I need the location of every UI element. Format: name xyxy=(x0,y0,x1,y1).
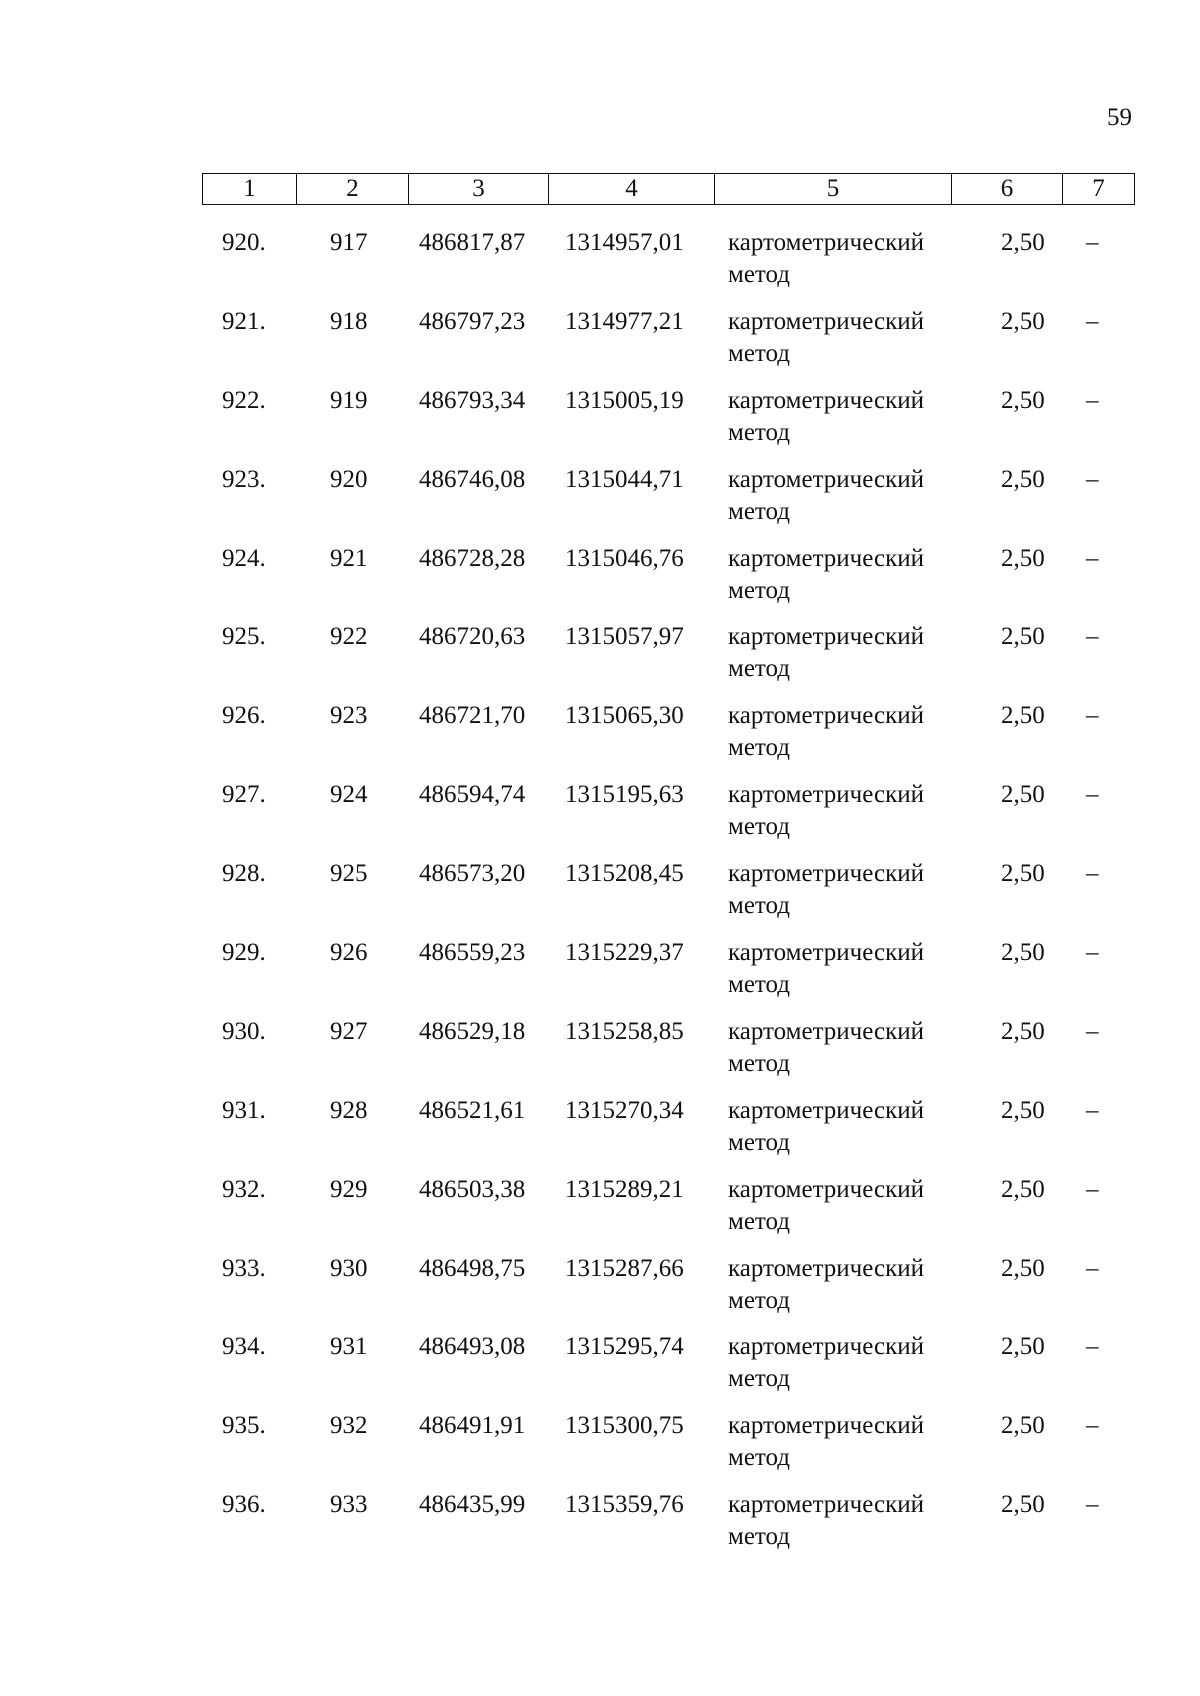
determination-method: картометрический метод xyxy=(728,702,924,762)
accuracy-value: 2,50 xyxy=(1001,1017,1045,1045)
table-row xyxy=(0,858,1200,937)
point-description: – xyxy=(1086,544,1099,572)
header-cell-2: 2 xyxy=(297,174,409,205)
coordinate-x: 486559,23 xyxy=(419,939,526,967)
table-row xyxy=(0,1016,1200,1095)
point-description: – xyxy=(1086,1333,1099,1361)
coordinate-x: 486491,91 xyxy=(419,1412,526,1440)
point-id: 929 xyxy=(330,1175,368,1203)
point-description: – xyxy=(1086,1175,1099,1203)
determination-method: картометрический метод xyxy=(728,1017,924,1077)
coordinate-y: 1315359,76 xyxy=(565,1491,684,1519)
table-row xyxy=(0,779,1200,858)
point-id: 926 xyxy=(330,939,368,967)
coordinate-x: 486503,38 xyxy=(419,1175,526,1203)
determination-method: картометрический метод xyxy=(728,1333,924,1393)
table-row xyxy=(0,621,1200,700)
table-row xyxy=(0,937,1200,1016)
accuracy-value: 2,50 xyxy=(1001,1254,1045,1282)
point-description: – xyxy=(1086,229,1099,256)
determination-method: картометрический метод xyxy=(728,1412,924,1472)
point-id: 921 xyxy=(330,544,368,572)
table-row xyxy=(0,1410,1200,1489)
row-number: 924. xyxy=(222,544,266,572)
row-number: 931. xyxy=(222,1096,266,1124)
row-number: 934. xyxy=(222,1333,266,1361)
row-number: 920. xyxy=(222,229,266,256)
point-id: 933 xyxy=(330,1491,368,1519)
determination-method: картометрический метод xyxy=(728,939,924,999)
row-number: 932. xyxy=(222,1175,266,1203)
accuracy-value: 2,50 xyxy=(1001,1491,1045,1519)
determination-method: картометрический метод xyxy=(728,465,924,525)
determination-method: картометрический метод xyxy=(728,544,924,604)
point-id: 932 xyxy=(330,1412,368,1440)
row-number: 922. xyxy=(222,386,266,414)
coordinate-x: 486493,08 xyxy=(419,1333,526,1361)
table-row xyxy=(0,227,1200,306)
determination-method: картометрический метод xyxy=(728,307,924,367)
coordinate-x: 486817,87 xyxy=(419,229,526,256)
table-row xyxy=(0,464,1200,543)
header-row xyxy=(203,174,1135,205)
coordinate-y: 1315300,75 xyxy=(565,1412,684,1440)
coordinate-y: 1315057,97 xyxy=(565,623,684,651)
coordinate-y: 1315258,85 xyxy=(565,1017,684,1045)
point-id: 928 xyxy=(330,1096,368,1124)
determination-method: картометрический метод xyxy=(728,229,924,288)
coordinate-x: 486721,70 xyxy=(419,702,526,730)
accuracy-value: 2,50 xyxy=(1001,860,1045,888)
accuracy-value: 2,50 xyxy=(1001,465,1045,493)
coordinate-x: 486573,20 xyxy=(419,860,526,888)
determination-method: картометрический метод xyxy=(728,1491,924,1551)
determination-method: картометрический метод xyxy=(728,386,924,446)
accuracy-value: 2,50 xyxy=(1001,1412,1045,1440)
accuracy-value: 2,50 xyxy=(1001,702,1045,730)
table-row xyxy=(0,1174,1200,1253)
accuracy-value: 2,50 xyxy=(1001,229,1045,256)
determination-method: картометрический метод xyxy=(728,860,924,920)
point-id: 920 xyxy=(330,465,368,493)
coordinate-x: 486521,61 xyxy=(419,1096,526,1124)
row-number: 933. xyxy=(222,1254,266,1282)
table-row xyxy=(0,1253,1200,1332)
table-row xyxy=(0,1095,1200,1174)
row-number: 921. xyxy=(222,307,266,335)
coordinate-y: 1315270,34 xyxy=(565,1096,684,1124)
point-description: – xyxy=(1086,1017,1099,1045)
point-id: 917 xyxy=(330,229,368,256)
row-number: 923. xyxy=(222,465,266,493)
point-id: 922 xyxy=(330,623,368,651)
coordinate-x: 486728,28 xyxy=(419,544,526,572)
row-number: 927. xyxy=(222,781,266,809)
accuracy-value: 2,50 xyxy=(1001,623,1045,651)
point-id: 919 xyxy=(330,386,368,414)
coordinate-y: 1315229,37 xyxy=(565,939,684,967)
determination-method: картометрический метод xyxy=(728,781,924,841)
coordinate-x: 486746,08 xyxy=(419,465,526,493)
point-description: – xyxy=(1086,307,1099,335)
point-description: – xyxy=(1086,860,1099,888)
determination-method: картометрический метод xyxy=(728,623,924,683)
coordinate-x: 486720,63 xyxy=(419,623,526,651)
point-id: 925 xyxy=(330,860,368,888)
coordinate-y: 1314957,01 xyxy=(565,229,684,256)
point-id: 923 xyxy=(330,702,368,730)
page-number: 59 xyxy=(1107,104,1132,131)
header-cell-7: 7 xyxy=(1063,174,1135,205)
point-description: – xyxy=(1086,386,1099,414)
coordinate-y: 1315005,19 xyxy=(565,386,684,414)
table-row xyxy=(0,700,1200,779)
row-number: 929. xyxy=(222,939,266,967)
row-number: 935. xyxy=(222,1412,266,1440)
coordinate-y: 1315289,21 xyxy=(565,1175,684,1203)
coordinate-x: 486435,99 xyxy=(419,1491,526,1519)
coordinate-table-body xyxy=(0,227,1200,1568)
row-number: 930. xyxy=(222,1017,266,1045)
point-description: – xyxy=(1086,1412,1099,1440)
coordinate-y: 1315046,76 xyxy=(565,544,684,572)
row-number: 926. xyxy=(222,702,266,730)
point-description: – xyxy=(1086,939,1099,967)
coordinate-y: 1315195,63 xyxy=(565,781,684,809)
coordinate-x: 486498,75 xyxy=(419,1254,526,1282)
accuracy-value: 2,50 xyxy=(1001,1333,1045,1361)
determination-method: картометрический метод xyxy=(728,1175,924,1235)
point-id: 930 xyxy=(330,1254,368,1282)
table-row xyxy=(0,385,1200,464)
table-row xyxy=(0,1331,1200,1410)
determination-method: картометрический метод xyxy=(728,1096,924,1156)
accuracy-value: 2,50 xyxy=(1001,544,1045,572)
table-row xyxy=(0,1489,1200,1568)
coordinate-y: 1315295,74 xyxy=(565,1333,684,1361)
column-number-header xyxy=(202,173,1135,205)
point-id: 918 xyxy=(330,307,368,335)
accuracy-value: 2,50 xyxy=(1001,307,1045,335)
accuracy-value: 2,50 xyxy=(1001,939,1045,967)
accuracy-value: 2,50 xyxy=(1001,386,1045,414)
coordinate-x: 486797,23 xyxy=(419,307,526,335)
point-description: – xyxy=(1086,1491,1099,1519)
header-cell-1: 1 xyxy=(203,174,297,205)
header-cell-3: 3 xyxy=(409,174,549,205)
accuracy-value: 2,50 xyxy=(1001,1096,1045,1124)
point-description: – xyxy=(1086,781,1099,809)
header-cell-5: 5 xyxy=(715,174,952,205)
point-description: – xyxy=(1086,465,1099,493)
accuracy-value: 2,50 xyxy=(1001,1175,1045,1203)
coordinate-y: 1314977,21 xyxy=(565,307,684,335)
point-id: 927 xyxy=(330,1017,368,1045)
point-id: 931 xyxy=(330,1333,368,1361)
row-number: 925. xyxy=(222,623,266,651)
point-id: 924 xyxy=(330,781,368,809)
determination-method: картометрический метод xyxy=(728,1254,924,1314)
header-cell-4: 4 xyxy=(549,174,715,205)
table-row xyxy=(0,543,1200,622)
point-description: – xyxy=(1086,1096,1099,1124)
point-description: – xyxy=(1086,623,1099,651)
coordinate-y: 1315287,66 xyxy=(565,1254,684,1282)
coordinate-y: 1315065,30 xyxy=(565,702,684,730)
header-cell-6: 6 xyxy=(952,174,1063,205)
coordinate-x: 486594,74 xyxy=(419,781,526,809)
row-number: 928. xyxy=(222,860,266,888)
row-number: 936. xyxy=(222,1491,266,1519)
table-row xyxy=(0,306,1200,385)
point-description: – xyxy=(1086,702,1099,730)
coordinate-x: 486793,34 xyxy=(419,386,526,414)
coordinate-y: 1315208,45 xyxy=(565,860,684,888)
coordinate-y: 1315044,71 xyxy=(565,465,684,493)
accuracy-value: 2,50 xyxy=(1001,781,1045,809)
coordinate-x: 486529,18 xyxy=(419,1017,526,1045)
point-description: – xyxy=(1086,1254,1099,1282)
